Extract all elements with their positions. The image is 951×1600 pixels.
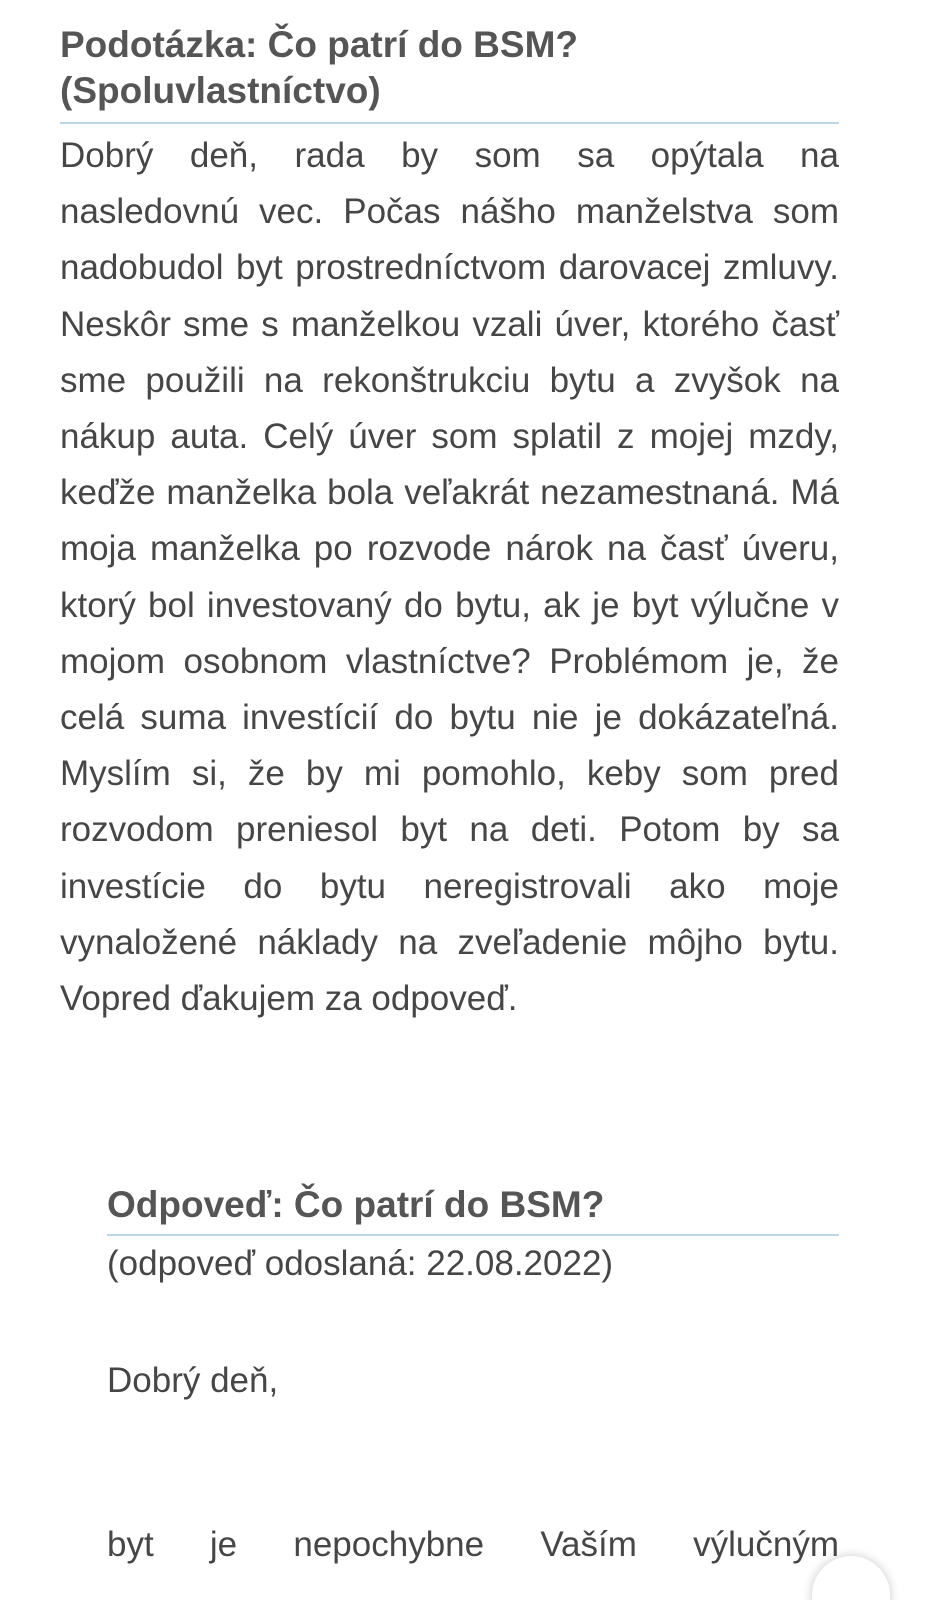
answer-title: Odpoveď: Čo patrí do BSM? <box>107 1180 839 1236</box>
question-section <box>60 22 839 1027</box>
question-body: Dobrý deň, rada by som sa opýtala na nasledovnú vec. Počas nášho manželstva som nadobudol byt prostredníctvom darovacej zmluvy. Neskôr sme s manželkou vzali úver, ktorého časť sme použili na rekonštrukciu bytu a zvyšok na nákup auta. Celý úver som splatil z mojej mzdy, keďže manželka bola veľakrát nezamestnaná. Má moja manželka po rozvode nárok na časť úveru, ktorý bol investovaný do bytu, ak je byt výlučne v mojom osobnom vlastníctve? Problémom je, že celá suma investícií do bytu nie je dokázateľná. Myslím si, že by mi pomohlo, keby som pred rozvodom preniesol byt na deti. Potom by sa investície do bytu neregistrovali ako moje vynaložené náklady na zveľadenie môjho bytu. Vopred ďakujem za odpoveď. <box>60 136 839 1019</box>
answer-greeting: Dobrý deň, <box>107 1361 279 1400</box>
answer-sent-date: (odpoveď odoslaná: 22.08.2022) <box>107 1244 614 1283</box>
answer-body: byt je nepochybne Vaším výlučným <box>107 1525 839 1564</box>
question-title: Podotázka: Čo patrí do BSM? (Spoluvlastníctvo) <box>60 22 839 124</box>
answer-section <box>107 1180 839 1564</box>
